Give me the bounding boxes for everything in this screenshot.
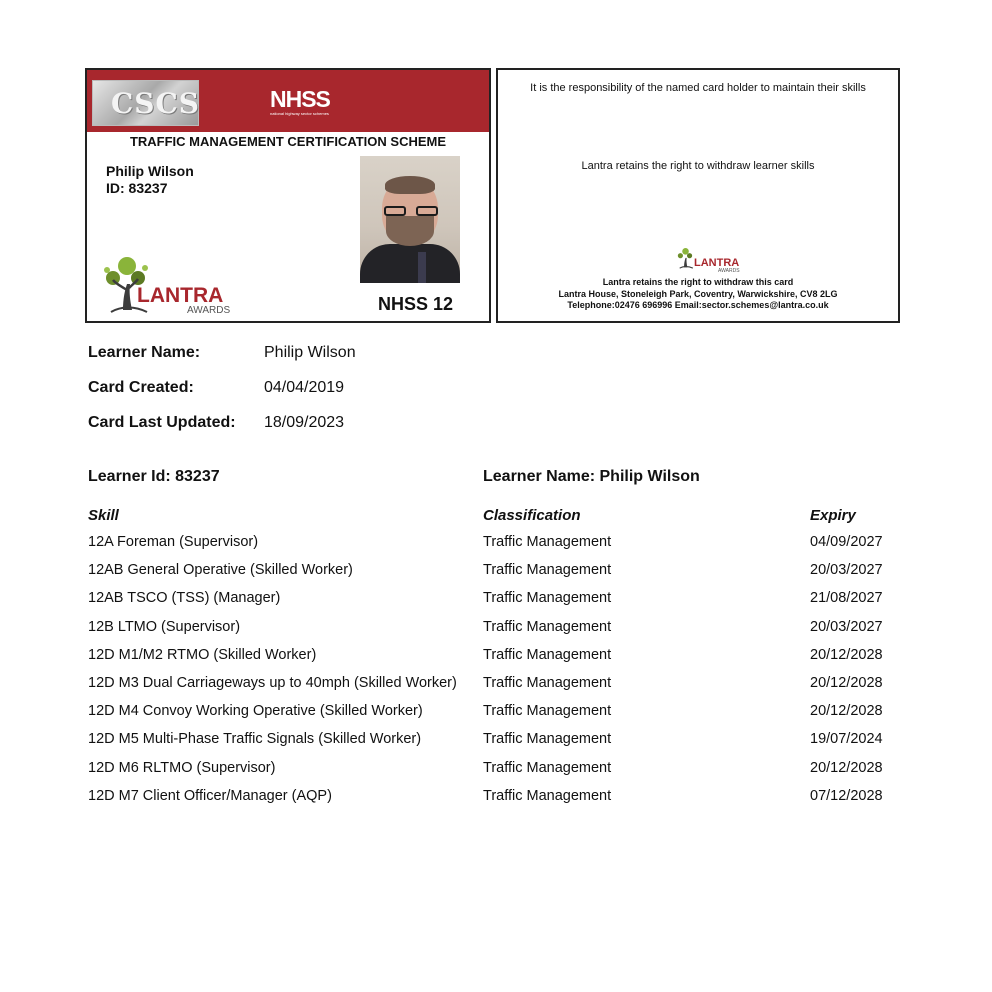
lantra-logo-word: LANTRA bbox=[137, 284, 224, 307]
card-code: NHSS 12 bbox=[378, 294, 454, 314]
lantra-logo-small bbox=[676, 244, 740, 276]
card-holder-name: Philip Wilson bbox=[106, 163, 194, 179]
nhss-logo-subtext: national highway sector schemes bbox=[270, 111, 329, 116]
skill-cell: 12D M4 Convoy Working Operative (Skilled Worker) bbox=[88, 703, 423, 720]
table-row bbox=[0, 619, 992, 647]
card-back bbox=[496, 68, 900, 323]
learner-name-label: Learner Name: bbox=[88, 344, 201, 361]
table-row bbox=[0, 590, 992, 618]
skill-cell: 12AB General Operative (Skilled Worker) bbox=[88, 562, 353, 579]
expiry-cell: 20/03/2027 bbox=[810, 562, 883, 579]
skill-cell: 12D M3 Dual Carriageways up to 40mph (Skilled Worker) bbox=[88, 674, 457, 691]
skill-cell: 12D M1/M2 RTMO (Skilled Worker) bbox=[88, 646, 317, 663]
lantra-logo-sub: AWARDS bbox=[187, 305, 231, 316]
expiry-cell: 04/09/2027 bbox=[810, 534, 883, 550]
classification-cell: Traffic Management bbox=[483, 731, 612, 748]
skills-table bbox=[0, 534, 992, 816]
skill-cell: 12AB TSCO (TSS) (Manager) bbox=[88, 590, 281, 607]
table-row bbox=[0, 562, 992, 590]
skill-cell: 12A Foreman (Supervisor) bbox=[88, 534, 259, 550]
card-front bbox=[85, 68, 491, 323]
expiry-cell: 20/12/2028 bbox=[810, 759, 883, 776]
skill-cell: 12D M5 Multi-Phase Traffic Signals (Skilled Worker) bbox=[88, 731, 422, 748]
table-row bbox=[0, 731, 992, 759]
classification-cell: Traffic Management bbox=[483, 674, 612, 691]
column-header-classification: Classification bbox=[483, 507, 581, 524]
expiry-cell: 21/08/2027 bbox=[810, 590, 883, 607]
card-created-value: 04/04/2019 bbox=[264, 379, 345, 396]
expiry-cell: 19/07/2024 bbox=[810, 731, 883, 748]
lantra-logo bbox=[101, 256, 231, 318]
back-footer-address: Lantra House, Stoneleigh Park, Coventry, Warwickshire, CV8 2LG bbox=[558, 289, 838, 299]
card-holder-id: ID: 83237 bbox=[106, 180, 168, 196]
back-footer-contact: Telephone:02476 696996 Email:sector.schemes@lantra.co.uk bbox=[567, 300, 829, 310]
back-withdraw-skills-text: Lantra retains the right to withdraw learner skills bbox=[581, 160, 815, 172]
expiry-cell: 20/12/2028 bbox=[810, 674, 883, 691]
back-responsibility-text: It is the responsibility of the named card holder to maintain their skills bbox=[530, 82, 866, 94]
table-row bbox=[0, 788, 992, 816]
nhss-logo-text: NHSS bbox=[270, 86, 330, 112]
card-created-label: Card Created: bbox=[88, 379, 194, 396]
expiry-cell: 07/12/2028 bbox=[810, 787, 883, 804]
classification-cell: Traffic Management bbox=[483, 618, 612, 635]
skill-cell: 12D M6 RLTMO (Supervisor) bbox=[88, 759, 276, 776]
summary-learner-id: Learner Id: 83237 bbox=[88, 468, 220, 485]
cscs-logo-text: CSCS bbox=[111, 87, 201, 120]
scheme-title: TRAFFIC MANAGEMENT CERTIFICATION SCHEME bbox=[129, 134, 447, 149]
summary-learner-name: Learner Name: Philip Wilson bbox=[483, 468, 700, 485]
nhss-logo bbox=[270, 88, 338, 116]
holder-photo bbox=[360, 156, 460, 283]
classification-cell: Traffic Management bbox=[483, 759, 612, 776]
lantra-logo-word: LANTRA bbox=[694, 257, 740, 269]
card-header bbox=[87, 70, 489, 132]
classification-cell: Traffic Management bbox=[483, 534, 612, 550]
learner-name-value: Philip Wilson bbox=[264, 344, 356, 361]
expiry-cell: 20/12/2028 bbox=[810, 703, 883, 720]
table-row bbox=[0, 534, 992, 562]
expiry-cell: 20/03/2027 bbox=[810, 618, 883, 635]
skill-cell: 12D M7 Client Officer/Manager (AQP) bbox=[88, 787, 332, 804]
table-row bbox=[0, 703, 992, 731]
classification-cell: Traffic Management bbox=[483, 703, 612, 720]
column-header-skill: Skill bbox=[88, 507, 119, 524]
classification-cell: Traffic Management bbox=[483, 646, 612, 663]
card-updated-label: Card Last Updated: bbox=[88, 414, 236, 431]
classification-cell: Traffic Management bbox=[483, 590, 612, 607]
table-row bbox=[0, 675, 992, 703]
classification-cell: Traffic Management bbox=[483, 562, 612, 579]
column-header-expiry: Expiry bbox=[810, 507, 856, 524]
table-row bbox=[0, 760, 992, 788]
table-row bbox=[0, 647, 992, 675]
card-updated-value: 18/09/2023 bbox=[264, 414, 345, 431]
lantra-logo-sub: AWARDS bbox=[718, 268, 740, 274]
back-footer-withdraw: Lantra retains the right to withdraw this card bbox=[602, 277, 794, 287]
classification-cell: Traffic Management bbox=[483, 787, 612, 804]
skill-cell: 12B LTMO (Supervisor) bbox=[88, 618, 241, 635]
cscs-logo bbox=[92, 80, 199, 126]
expiry-cell: 20/12/2028 bbox=[810, 646, 883, 663]
